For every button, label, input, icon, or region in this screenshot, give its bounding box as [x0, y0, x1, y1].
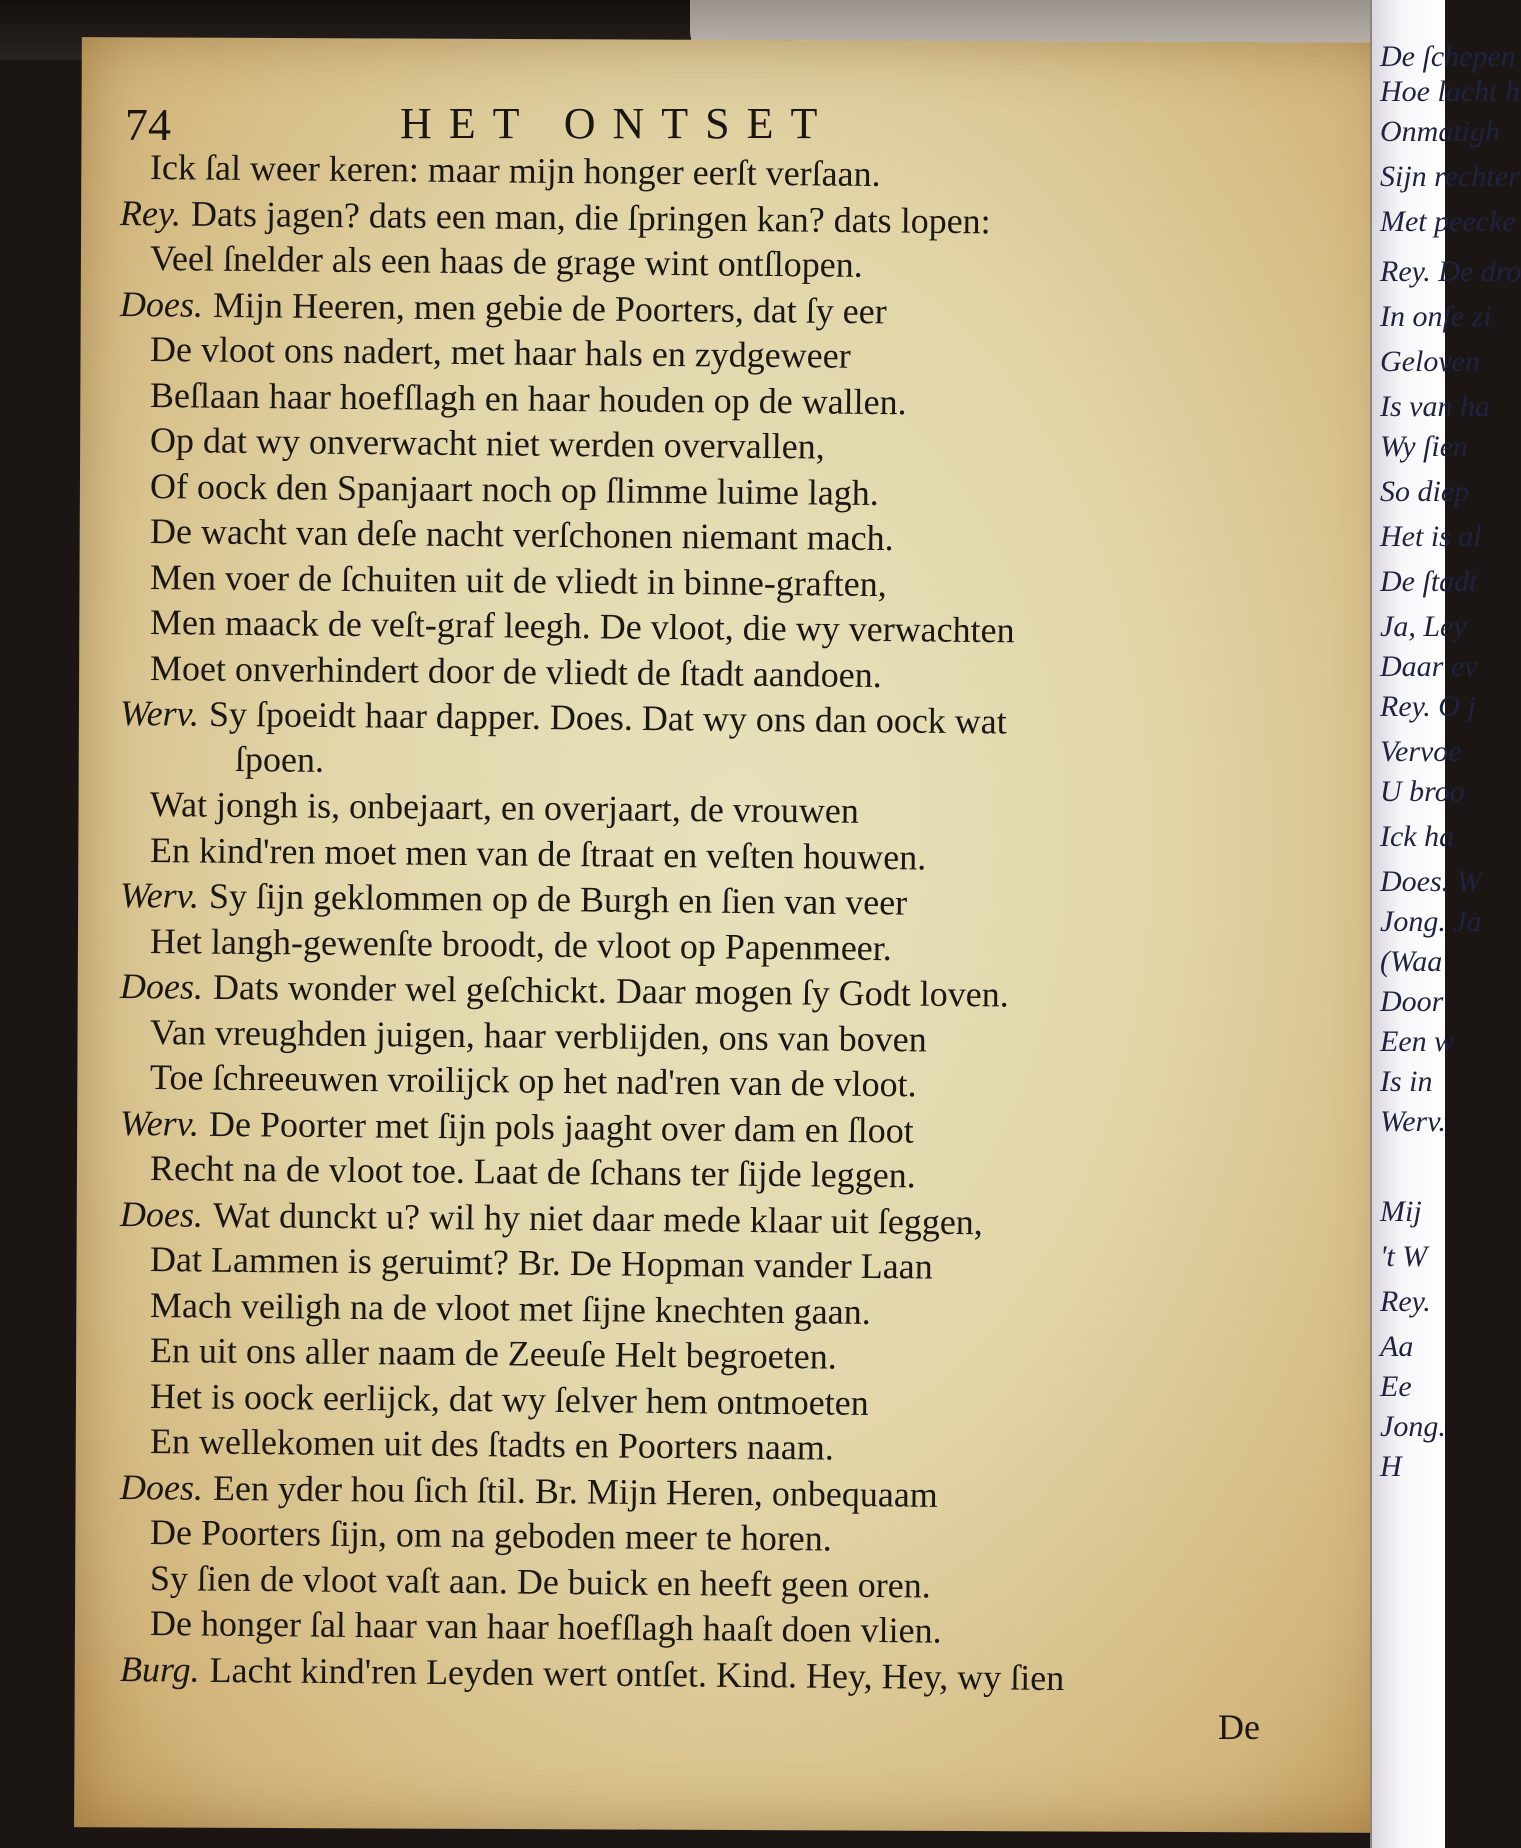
speaker-label: Burg. [119, 1648, 200, 1690]
verse-text: Beſlaan haar hoefſlagh en haar houden op de wallen. [149, 374, 907, 422]
facing-page-fragment: Rey. De dro [1380, 255, 1521, 288]
facing-page-fragment: So diep [1380, 475, 1470, 508]
verse-text: Moet onverhindert door de vliedt de ſtadt aandoen. [149, 647, 882, 695]
verse-text: Van vreughden juigen, haar verblijden, ons van boven [149, 1011, 927, 1059]
facing-page-fragment: Jong. Ja [1380, 905, 1482, 938]
verse-text: Dat Lammen is geruimt? Br. De Hopman vander Laan [149, 1239, 933, 1287]
facing-page-fragment: Jong. [1380, 1410, 1446, 1443]
facing-page-fragment: Ick ha [1380, 820, 1455, 853]
facing-page-fragment: De ſchepen [1380, 40, 1516, 73]
verse-line [235, 734, 324, 785]
facing-page-fragment: Met peecke [1380, 205, 1516, 238]
facing-page-fragment: Door [1380, 985, 1444, 1018]
verse-text: Toe ſchreeuwen vroilijck op het nad'ren van de vloot. [149, 1057, 917, 1105]
verse-text: Dats jagen? dats een man, die ſpringen kan? dats lopen: [190, 193, 991, 241]
facing-page-fragment: Wy ſien [1380, 430, 1469, 463]
facing-page-fragment: Werv. [1380, 1105, 1446, 1138]
facing-page-fragment: Does. W [1380, 865, 1482, 898]
facing-page-fragment: Is in [1380, 1065, 1433, 1098]
verse-text: De vloot ons nadert, met haar hals en zydgeweer [149, 329, 851, 376]
facing-page-fragment: Daar ev [1380, 650, 1478, 683]
verse-text: Wat dunckt u? wil hy niet daar mede klaar uit ſeggen, [212, 1194, 983, 1242]
facing-page-edge [1370, 0, 1521, 1848]
facing-page-fragment: Rey. O j [1380, 690, 1476, 723]
verse-text: En kind'ren moet men van de ſtraat en veſten houwen. [149, 829, 927, 877]
facing-page-fragment: Rey. [1380, 1285, 1431, 1318]
speaker-label: Werv. [119, 1102, 200, 1144]
speaker-label: Does. [119, 283, 204, 325]
verse-text: Sy ſien de vloot vaſt aan. De buick en heeft geen oren. [149, 1557, 931, 1605]
verse-text: En uit ons aller naam de Zeeuſe Helt begroeten. [149, 1330, 837, 1377]
verse-text: Sy ſpoeidt haar dapper. Does. Dat wy ons dan oock wat [208, 693, 1007, 742]
verse-text: Men voer de ſchuiten uit de vliedt in binne-graften, [149, 556, 887, 604]
verse-text: En wellekomen uit des ſtadts en Poorters naam. [149, 1421, 835, 1468]
verse-text: De Poorter met ſijn pols jaaght over dam en ſloot [208, 1103, 914, 1151]
verse-text: Op dat wy onverwacht niet werden overvallen, [149, 420, 825, 467]
verse-text: De Poorters ſijn, om na geboden meer te horen. [149, 1512, 832, 1559]
facing-page-fragment: Onmatigh [1380, 115, 1500, 148]
running-title: HET ONTSET [400, 99, 835, 148]
facing-page-fragment: Ee [1380, 1370, 1412, 1403]
facing-page-fragment: (Waa [1380, 945, 1443, 978]
facing-page-fragment: Geloven [1380, 345, 1480, 378]
speaker-label: Does. [119, 1193, 204, 1235]
facing-page-fragment: H [1380, 1450, 1402, 1483]
verse-text: De honger ſal haar van haar hoefſlagh haaſt doen vlien. [149, 1603, 942, 1651]
facing-page-fragment: Hoe lacht h [1380, 75, 1520, 108]
verse-text: Mach veiligh na de vloot met ſijne knechten gaan. [149, 1284, 871, 1332]
verse-text: Ick ſal weer keren: maar mijn honger eerſt verſaan. [149, 147, 881, 195]
facing-page-fragment: Het is al [1380, 520, 1482, 553]
verse-text: Recht na de vloot toe. Laat de ſchans ter ſijde leggen. [149, 1148, 916, 1196]
speaker-label: Werv. [119, 693, 200, 734]
verse-text: Wat jongh is, onbejaart, en overjaart, de vrouwen [149, 784, 860, 831]
facing-page-fragment: Ja, Ley [1380, 610, 1467, 643]
speaker-label: Does. [119, 966, 204, 1007]
verse-text: Mijn Heeren, men gebie de Poorters, dat ſy eer [212, 284, 887, 331]
verse-text: Dats wonder wel geſchickt. Daar mogen ſy Godt loven. [212, 966, 1009, 1015]
speaker-label: Does. [119, 1466, 204, 1508]
facing-page-fragment: Aa [1380, 1330, 1414, 1363]
verse-line [120, 1644, 1065, 1703]
verse-text: Men maack de veſt-graf leegh. De vloot, die wy verwachten [149, 602, 1015, 651]
facing-page-fragment: 't W [1380, 1240, 1428, 1273]
facing-page-fragment: De ſtadt [1380, 565, 1478, 598]
verse-text: Lacht kind'ren Leyden wert ontſet. Kind. Hey, Hey, wy ſien [209, 1649, 1065, 1698]
verse-text: Sy ſijn geklommen op de Burgh en ſien van veer [208, 875, 908, 923]
speaker-label: Rey. [119, 192, 182, 234]
page-number: 74 [125, 99, 171, 150]
verse-text: De wacht van deſe nacht verſchonen niemant mach. [149, 511, 894, 559]
facing-page-fragment: Vervoe [1380, 735, 1462, 768]
facing-page-fragment: Sijn rechter [1380, 160, 1520, 193]
speaker-label: Werv. [119, 875, 200, 916]
verse-text: ſpoen. [234, 738, 325, 780]
verse-text: Het is oock eerlijck, dat wy ſelver hem ontmoeten [149, 1375, 869, 1423]
verse-text: Veel ſnelder als een haas de grage wint ontſlopen. [149, 238, 863, 285]
facing-page-fragment: Is van ha [1380, 390, 1490, 423]
catchword: De [1218, 1707, 1260, 1747]
facing-page-fragment: In onſe zi [1380, 300, 1492, 333]
verse-text: Of oock den Spanjaart noch op ſlimme luime lagh. [149, 465, 879, 513]
facing-page-fragment: U broo [1380, 775, 1465, 808]
facing-page-fragment: Een w [1380, 1025, 1455, 1058]
verse-text: Een yder hou ſich ſtil. Br. Mijn Heren, onbequaam [212, 1467, 938, 1515]
verse-text: Het langh-gewenſte broodt, de vloot op Papenmeer. [149, 920, 892, 968]
facing-page-fragment: Mij [1380, 1195, 1422, 1228]
